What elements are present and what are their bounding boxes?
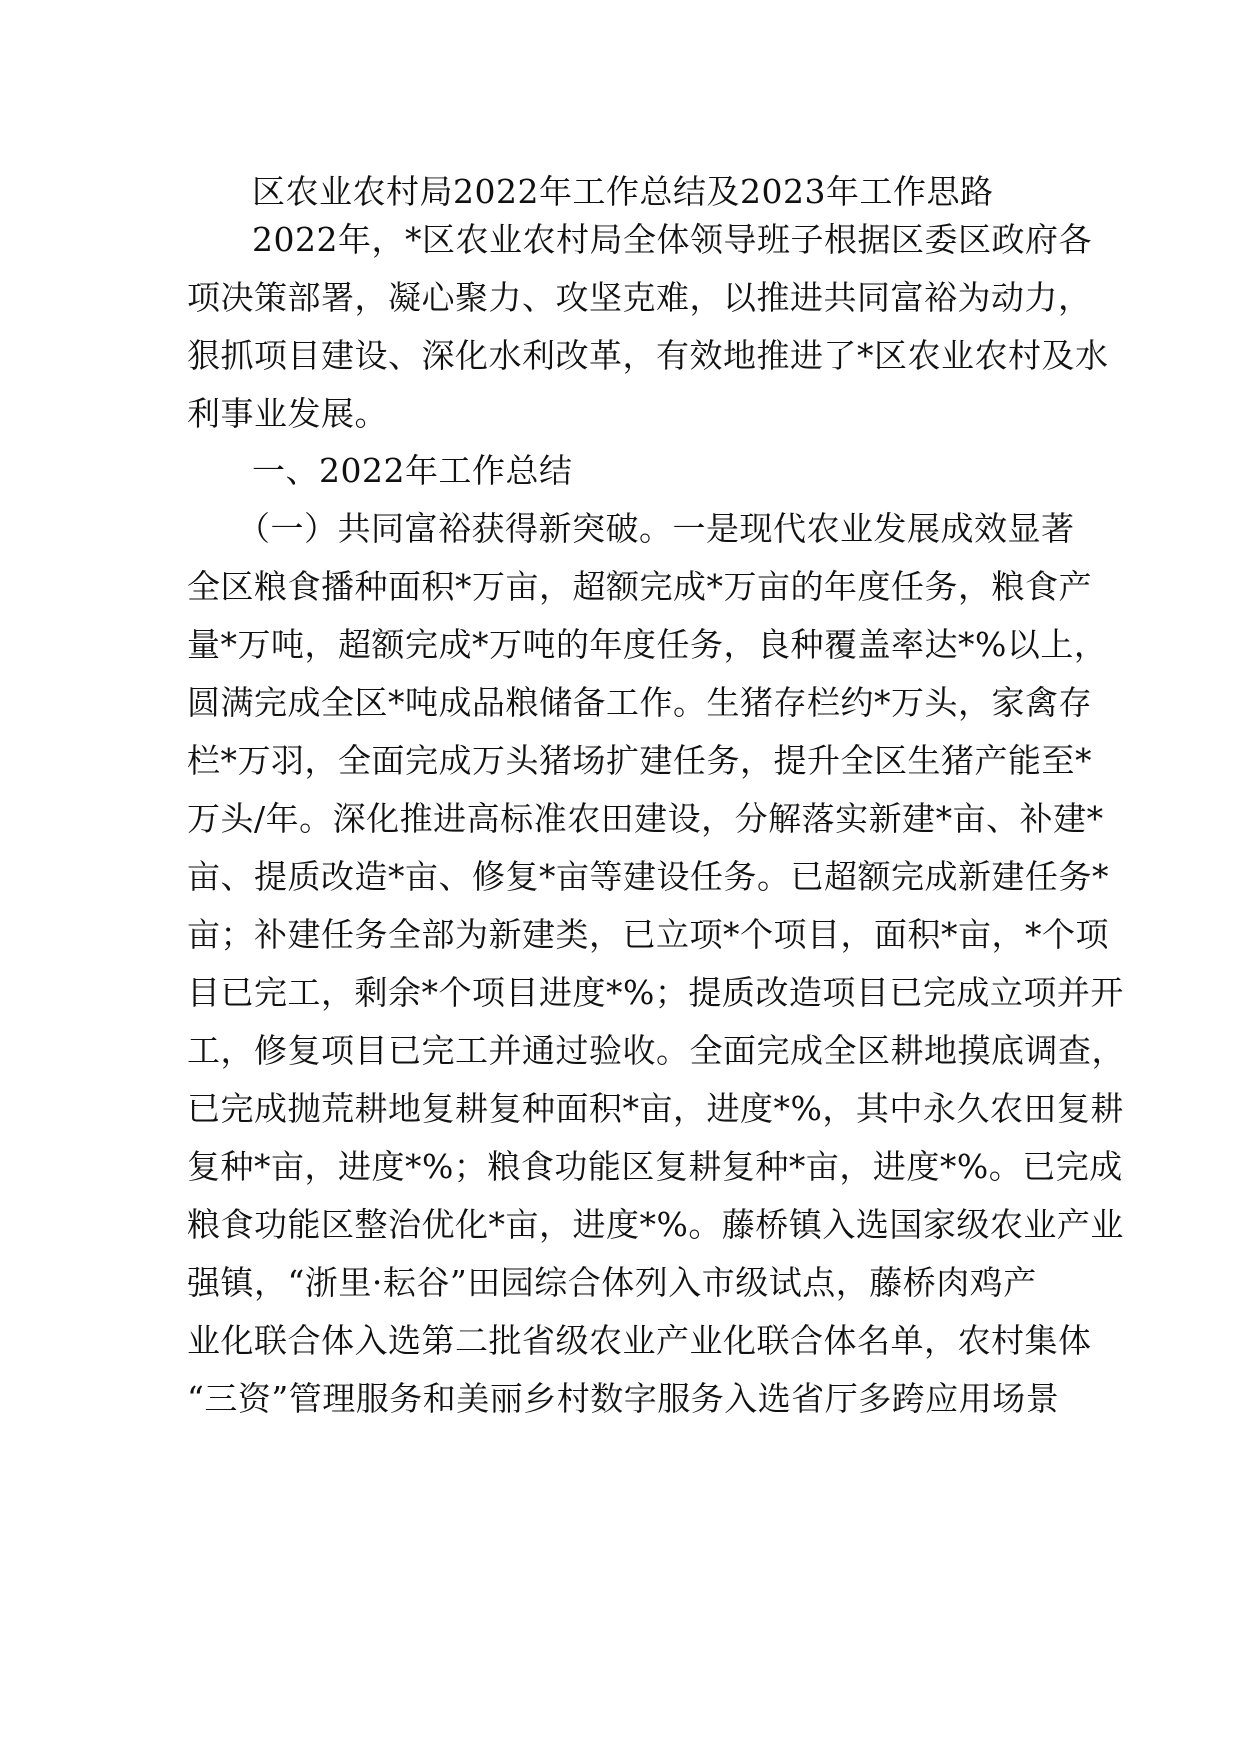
document-title: 区农业农村局2022年工作总结及2023年工作思路 bbox=[252, 172, 994, 211]
body-line: 项决策部署，凝心聚力、攻坚克难，以推进共同富裕为动力， bbox=[187, 278, 1092, 317]
subsection-heading: （一）共同富裕获得新突破。一是现代农业发展成效显著 bbox=[237, 509, 1075, 548]
body-line: 狠抓项目建设、深化水利改革，有效地推进了*区农业农村及水 bbox=[187, 336, 1109, 375]
body-line: 栏*万羽，全面完成万头猪场扩建任务，提升全区生猪产能至* bbox=[187, 741, 1092, 780]
body-line: 复种*亩，进度*%；粮食功能区复耕复种*亩，进度*%。已完成 bbox=[187, 1147, 1123, 1186]
body-line: 业化联合体入选第二批省级农业产业化联合体名单，农村集体 bbox=[187, 1321, 1092, 1360]
body-line: 亩、提质改造*亩、修复*亩等建设任务。已超额完成新建任务* bbox=[187, 857, 1109, 896]
section-heading: 一、2022年工作总结 bbox=[252, 451, 573, 490]
body-line: 工，修复项目已完工并通过验收。全面完成全区耕地摸底调查， bbox=[187, 1031, 1125, 1070]
body-line: 强镇，“浙里·耘谷”田园综合体列入市级试点，藤桥肉鸡产 bbox=[187, 1263, 1037, 1302]
body-line: 亩；补建任务全部为新建类，已立项*个项目，面积*亩，*个项 bbox=[187, 915, 1109, 954]
body-line: 全区粮食播种面积*万亩，超额完成*万亩的年度任务，粮食产 bbox=[187, 567, 1092, 606]
body-line: “三资”管理服务和美丽乡村数字服务入选省厅多跨应用场景 bbox=[187, 1379, 1060, 1418]
body-line: 粮食功能区整治优化*亩，进度*%。藤桥镇入选国家级农业产业 bbox=[187, 1205, 1124, 1244]
body-line: 万头/年。深化推进高标准农田建设，分解落实新建*亩、补建* bbox=[187, 799, 1104, 838]
body-line: 量*万吨，超额完成*万吨的年度任务，良种覆盖率达*%以上， bbox=[187, 625, 1108, 664]
body-line: 目已完工，剩余*个项目进度*%；提质改造项目已完成立项并开 bbox=[187, 973, 1124, 1012]
body-line: 已完成抛荒耕地复耕复种面积*亩，进度*%，其中永久农田复耕 bbox=[187, 1089, 1124, 1128]
body-line: 利事业发展。 bbox=[187, 394, 388, 433]
body-line: 圆满完成全区*吨成品粮储备工作。生猪存栏约*万头，家禽存 bbox=[187, 683, 1092, 722]
body-line: 2022年，*区农业农村局全体领导班子根据区委区政府各 bbox=[252, 220, 1092, 259]
